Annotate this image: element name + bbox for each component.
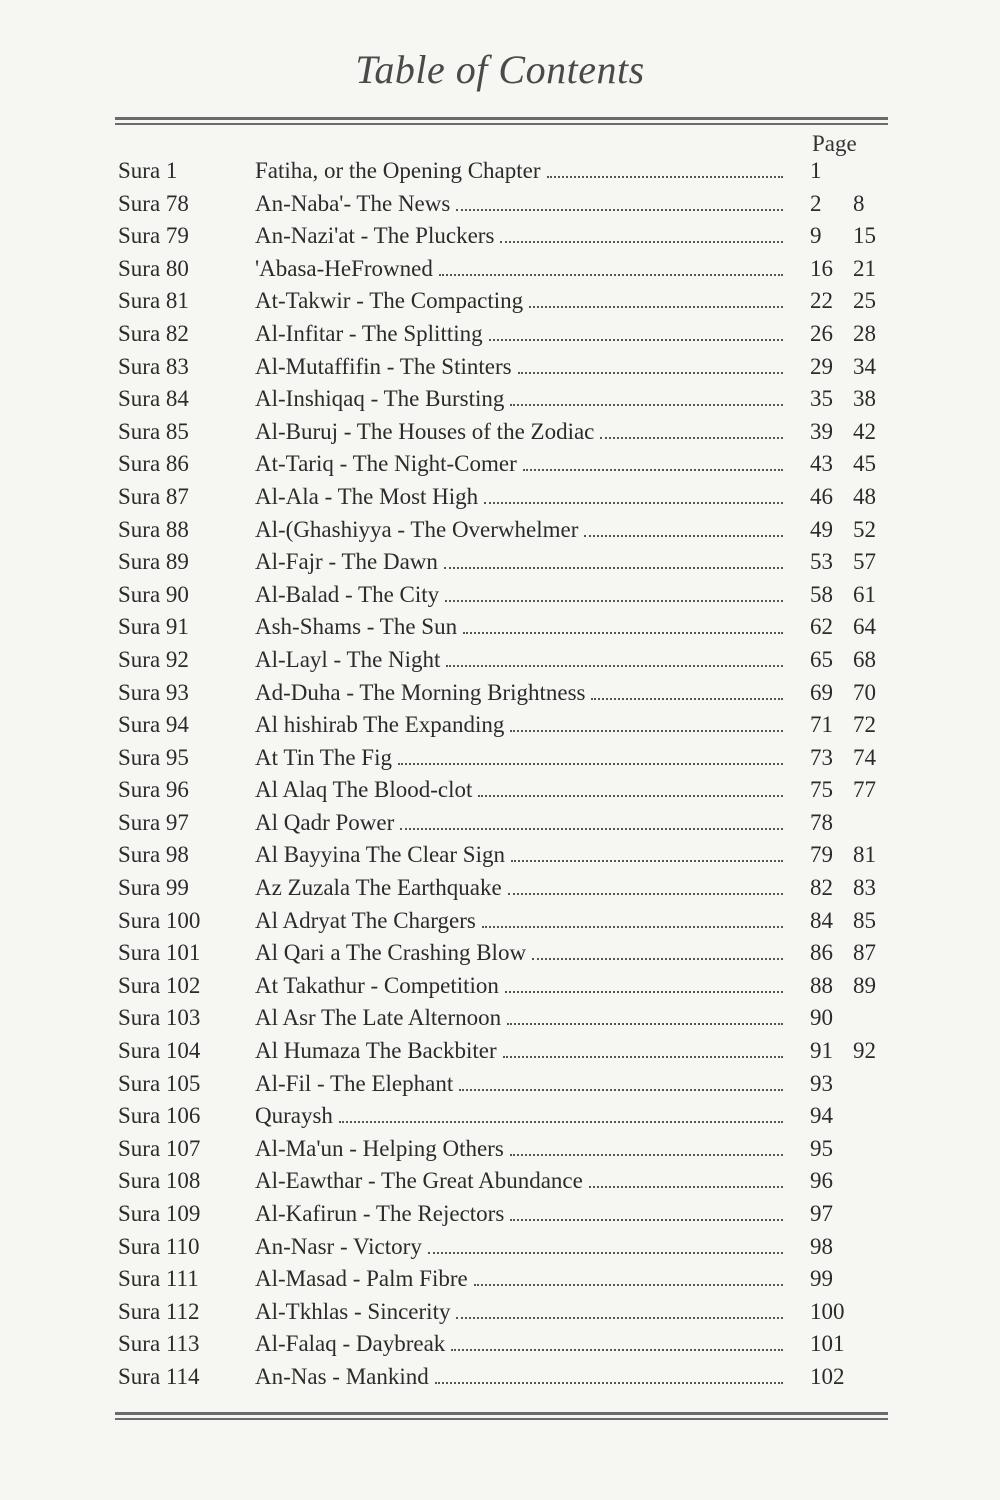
sura-number: Sura 80 (118, 255, 189, 281)
end-page: 87 (853, 940, 876, 966)
sura-title: Al-Eawthar - The Great Abundance (255, 1165, 589, 1198)
dot-leader (339, 1101, 783, 1123)
dot-leader (478, 775, 783, 797)
dot-leader (484, 482, 783, 504)
entry-title-wrap (255, 383, 783, 416)
end-page: 74 (853, 744, 876, 770)
toc-entry[interactable] (118, 970, 888, 1003)
end-page: 21 (853, 255, 876, 281)
entry-title-wrap (255, 1198, 783, 1231)
end-page: 64 (853, 614, 876, 640)
sura-number: Sura 114 (118, 1363, 200, 1389)
sura-number: Sura 1 (118, 158, 178, 183)
entry-title-wrap (255, 774, 783, 807)
start-page: 101 (810, 1331, 845, 1357)
sura-number: Sura 86 (118, 451, 189, 477)
start-page: 16 (810, 255, 833, 281)
entry-title-wrap (255, 677, 783, 710)
dot-leader (439, 254, 783, 276)
sura-title: 'Abasa-HeFrowned (255, 253, 439, 286)
entry-title-wrap (255, 644, 783, 677)
dot-leader (510, 1134, 783, 1156)
toc-entry[interactable] (118, 677, 888, 710)
sura-number: Sura 112 (118, 1298, 200, 1324)
start-page: 99 (810, 1266, 833, 1292)
start-page: 49 (810, 516, 833, 542)
entry-title-wrap (255, 416, 783, 449)
sura-title: Fatiha, or the Opening Chapter (255, 155, 547, 188)
start-page: 53 (810, 549, 833, 575)
start-page: 78 (810, 809, 833, 835)
sura-title: Al-Fajr - The Dawn (255, 546, 444, 579)
end-page: 38 (853, 386, 876, 412)
sura-title: At Takathur - Competition (255, 970, 505, 1003)
sura-number: Sura 92 (118, 646, 189, 672)
end-page: 72 (853, 712, 876, 738)
entry-title-wrap (255, 579, 783, 612)
start-page: 98 (810, 1233, 833, 1259)
dot-leader (510, 710, 783, 732)
dot-leader (591, 678, 783, 700)
dot-leader (445, 580, 783, 602)
toc-entry[interactable] (118, 155, 888, 188)
entry-title-wrap (255, 937, 783, 970)
toc-entry[interactable] (118, 1068, 888, 1101)
dot-leader (518, 352, 783, 374)
sura-number: Sura 108 (118, 1168, 201, 1194)
toc-entry[interactable] (118, 1361, 888, 1394)
dot-leader (600, 417, 783, 439)
entry-title-wrap (255, 1361, 783, 1394)
dot-leader (482, 906, 783, 928)
start-page: 94 (810, 1103, 833, 1129)
entry-title-wrap (255, 970, 783, 1003)
toc-entry[interactable] (118, 839, 888, 872)
sura-number: Sura 91 (118, 614, 189, 640)
toc-entry[interactable] (118, 546, 888, 579)
dot-leader (547, 156, 783, 178)
sura-number: Sura 107 (118, 1135, 201, 1161)
end-page: 85 (853, 907, 876, 933)
entry-title-wrap (255, 1100, 783, 1133)
sura-number: Sura 88 (118, 516, 189, 542)
start-page: 84 (810, 907, 833, 933)
dot-leader (529, 286, 783, 308)
start-page: 35 (810, 386, 833, 412)
toc-entry[interactable] (118, 1100, 888, 1133)
toc-entry[interactable] (118, 1296, 888, 1329)
end-page: 92 (853, 1038, 876, 1064)
toc-entry[interactable] (118, 807, 888, 840)
dot-leader (523, 449, 783, 471)
entry-title-wrap (255, 285, 783, 318)
dot-leader (584, 515, 783, 537)
toc-entry[interactable] (118, 1133, 888, 1166)
dot-leader (511, 840, 783, 862)
entry-title-wrap (255, 1296, 783, 1329)
start-page: 73 (810, 744, 833, 770)
entry-title-wrap (255, 481, 783, 514)
sura-title: Al Qadr Power (255, 807, 400, 840)
sura-number: Sura 90 (118, 581, 189, 607)
sura-title: Al Alaq The Blood-clot (255, 774, 478, 807)
dot-leader (474, 1264, 783, 1286)
toc-entry[interactable] (118, 285, 888, 318)
sura-number: Sura 97 (118, 809, 189, 835)
top-divider (115, 117, 888, 125)
entry-title-wrap (255, 253, 783, 286)
sura-title: Az Zuzala The Earthquake (255, 872, 508, 905)
start-page: 39 (810, 418, 833, 444)
sura-title: Al-Ma'un - Helping Others (255, 1133, 510, 1166)
start-page: 26 (810, 320, 833, 346)
sura-title: Quraysh (255, 1100, 339, 1133)
end-page: 70 (853, 679, 876, 705)
sura-number: Sura 102 (118, 972, 201, 998)
end-page: 89 (853, 972, 876, 998)
start-page: 88 (810, 972, 833, 998)
start-page: 1 (810, 158, 822, 183)
entry-title-wrap (255, 220, 783, 253)
start-page: 93 (810, 1070, 833, 1096)
toc-entry[interactable] (118, 1198, 888, 1231)
start-page: 102 (810, 1363, 845, 1389)
sura-title: Al Bayyina The Clear Sign (255, 839, 511, 872)
sura-number: Sura 113 (118, 1331, 200, 1357)
end-page: 68 (853, 646, 876, 672)
sura-title: Al-Fil - The Elephant (255, 1068, 459, 1101)
toc-entry[interactable] (118, 872, 888, 905)
sura-number: Sura 111 (118, 1266, 199, 1292)
toc-entry[interactable] (118, 514, 888, 547)
dot-leader (398, 743, 783, 765)
end-page: 42 (853, 418, 876, 444)
end-page: 8 (853, 190, 865, 216)
entry-title-wrap (255, 155, 783, 188)
dot-leader (500, 221, 783, 243)
entry-title-wrap (255, 807, 783, 840)
entry-title-wrap (255, 1035, 783, 1068)
entry-title-wrap (255, 839, 783, 872)
toc-entry[interactable] (118, 1002, 888, 1035)
sura-number: Sura 82 (118, 320, 189, 346)
sura-number: Sura 99 (118, 875, 189, 901)
sura-number: Sura 83 (118, 353, 189, 379)
sura-title: An-Naba'- The News (255, 188, 456, 221)
sura-number: Sura 93 (118, 679, 189, 705)
sura-title: Al hishirab The Expanding (255, 709, 510, 742)
page-title: Table of Contents (355, 47, 645, 92)
bottom-divider (115, 1412, 888, 1420)
sura-number: Sura 100 (118, 907, 201, 933)
entry-title-wrap (255, 514, 783, 547)
sura-title: At Tin The Fig (255, 742, 398, 775)
toc-entry[interactable] (118, 905, 888, 938)
end-page: 57 (853, 549, 876, 575)
sura-number: Sura 85 (118, 418, 189, 444)
sura-number: Sura 78 (118, 190, 189, 216)
toc-entry[interactable] (118, 188, 888, 221)
toc-entry[interactable] (118, 579, 888, 612)
entry-title-wrap (255, 1231, 783, 1264)
sura-title: Al-Ala - The Most High (255, 481, 484, 514)
sura-number: Sura 79 (118, 223, 189, 249)
sura-number: Sura 104 (118, 1038, 201, 1064)
sura-title: Al Qari a The Crashing Blow (255, 937, 532, 970)
end-page: 83 (853, 875, 876, 901)
entry-title-wrap (255, 318, 783, 351)
toc-entry[interactable] (118, 1035, 888, 1068)
toc-entry[interactable] (118, 937, 888, 970)
start-page: 96 (810, 1168, 833, 1194)
dot-leader (510, 1199, 783, 1221)
sura-number: Sura 109 (118, 1201, 201, 1226)
sura-number: Sura 87 (118, 483, 189, 509)
toc-entry[interactable] (118, 220, 888, 253)
toc-entry[interactable] (118, 481, 888, 514)
entry-title-wrap (255, 1068, 783, 1101)
start-page: 91 (810, 1038, 833, 1064)
entry-title-wrap (255, 188, 783, 221)
sura-title: An-Nazi'at - The Pluckers (255, 220, 500, 253)
entry-title-wrap (255, 611, 783, 644)
toc-entry[interactable] (118, 318, 888, 351)
toc-entry[interactable] (118, 1165, 888, 1198)
sura-title: Ash-Shams - The Sun (255, 611, 463, 644)
start-page: 22 (810, 288, 833, 314)
toc-entry[interactable] (118, 351, 888, 384)
toc-entry[interactable] (118, 611, 888, 644)
entry-title-wrap (255, 448, 783, 481)
sura-title: Al-Infitar - The Splitting (255, 318, 489, 351)
start-page: 9 (810, 223, 822, 249)
end-page: 15 (853, 223, 876, 249)
dot-leader (463, 612, 783, 634)
end-page: 48 (853, 483, 876, 509)
start-page: 75 (810, 777, 833, 803)
end-page: 34 (853, 353, 876, 379)
dot-leader (532, 938, 783, 960)
dot-leader (446, 645, 783, 667)
dot-leader (489, 319, 783, 341)
start-page: 90 (810, 1005, 833, 1031)
toc-entry[interactable] (118, 709, 888, 742)
sura-title: Al Asr The Late Alternoon (255, 1002, 507, 1035)
sura-number: Sura 105 (118, 1070, 201, 1096)
entry-title-wrap (255, 709, 783, 742)
end-page: 45 (853, 451, 876, 477)
entry-title-wrap (255, 351, 783, 384)
dot-leader (456, 189, 783, 211)
sura-number: Sura 95 (118, 744, 189, 770)
toc-entry[interactable] (118, 1231, 888, 1264)
sura-number: Sura 84 (118, 386, 189, 412)
start-page: 69 (810, 679, 833, 705)
sura-title: Al-Kafirun - The Rejectors (255, 1198, 510, 1231)
start-page: 71 (810, 712, 833, 738)
toc-entry[interactable] (118, 253, 888, 286)
sura-number: Sura 110 (118, 1233, 200, 1259)
sura-title: Al-Layl - The Night (255, 644, 446, 677)
entry-title-wrap (255, 742, 783, 775)
end-page: 61 (853, 581, 876, 607)
start-page: 100 (810, 1298, 845, 1324)
sura-title: Al-Tkhlas - Sincerity (255, 1296, 456, 1329)
toc-entry[interactable] (118, 416, 888, 449)
start-page: 86 (810, 940, 833, 966)
toc-entry[interactable] (118, 1328, 888, 1361)
sura-title: Al-Masad - Palm Fibre (255, 1263, 474, 1296)
sura-number: Sura 106 (118, 1103, 201, 1129)
toc-entry[interactable] (118, 774, 888, 807)
entry-title-wrap (255, 1263, 783, 1296)
start-page: 79 (810, 842, 833, 868)
end-page: 28 (853, 320, 876, 346)
end-page: 25 (853, 288, 876, 314)
dot-leader (400, 808, 783, 830)
dot-leader (505, 971, 783, 993)
dot-leader (510, 384, 783, 406)
start-page: 43 (810, 451, 833, 477)
start-page: 65 (810, 646, 833, 672)
sura-title: Al Humaza The Backbiter (255, 1035, 503, 1068)
start-page: 95 (810, 1135, 833, 1161)
sura-number: Sura 81 (118, 288, 189, 314)
end-page: 52 (853, 516, 876, 542)
sura-title: Al Adryat The Chargers (255, 905, 482, 938)
sura-title: Al-Inshiqaq - The Bursting (255, 383, 510, 416)
start-page: 58 (810, 581, 833, 607)
sura-number: Sura 96 (118, 777, 189, 803)
sura-title: An-Nas - Mankind (255, 1361, 435, 1394)
sura-number: Sura 103 (118, 1005, 201, 1031)
sura-title: Al-Mutaffifin - The Stinters (255, 351, 518, 384)
dot-leader (508, 873, 783, 895)
dot-leader (428, 1232, 783, 1254)
toc-entry[interactable] (118, 448, 888, 481)
entry-title-wrap (255, 1133, 783, 1166)
sura-number: Sura 89 (118, 549, 189, 575)
dot-leader (507, 1003, 783, 1025)
page-column-header: Page (812, 131, 857, 156)
dot-leader (444, 547, 783, 569)
dot-leader (435, 1362, 783, 1384)
dot-leader (459, 1069, 783, 1091)
entry-title-wrap (255, 546, 783, 579)
dot-leader (451, 1329, 783, 1351)
sura-number: Sura 101 (118, 940, 201, 966)
sura-number: Sura 98 (118, 842, 189, 868)
end-page: 77 (853, 777, 876, 803)
toc-entry[interactable] (118, 644, 888, 677)
start-page: 2 (810, 190, 822, 216)
entry-title-wrap (255, 1328, 783, 1361)
toc-entry[interactable] (118, 1263, 888, 1296)
sura-number: Sura 94 (118, 712, 189, 738)
end-page: 81 (853, 842, 876, 868)
entry-title-wrap (255, 872, 783, 905)
entry-title-wrap (255, 905, 783, 938)
sura-title: An-Nasr - Victory (255, 1231, 428, 1264)
dot-leader (456, 1297, 783, 1319)
dot-leader (589, 1166, 783, 1188)
toc-entry[interactable] (118, 383, 888, 416)
toc-entry[interactable] (118, 742, 888, 775)
entry-title-wrap (255, 1165, 783, 1198)
sura-title: At-Takwir - The Compacting (255, 285, 529, 318)
start-page: 29 (810, 353, 833, 379)
sura-title: Al-Falaq - Daybreak (255, 1328, 451, 1361)
start-page: 82 (810, 875, 833, 901)
start-page: 97 (810, 1201, 833, 1226)
start-page: 62 (810, 614, 833, 640)
table-of-contents (118, 155, 888, 1394)
sura-title: Al-Balad - The City (255, 579, 445, 612)
sura-title: Al-Buruj - The Houses of the Zodiac (255, 416, 600, 449)
dot-leader (503, 1036, 783, 1058)
entry-title-wrap (255, 1002, 783, 1035)
sura-title: Al-(Ghashiyya - The Overwhelmer (255, 514, 584, 547)
sura-title: Ad-Duha - The Morning Brightness (255, 677, 591, 710)
sura-title: At-Tariq - The Night-Comer (255, 448, 523, 481)
start-page: 46 (810, 483, 833, 509)
